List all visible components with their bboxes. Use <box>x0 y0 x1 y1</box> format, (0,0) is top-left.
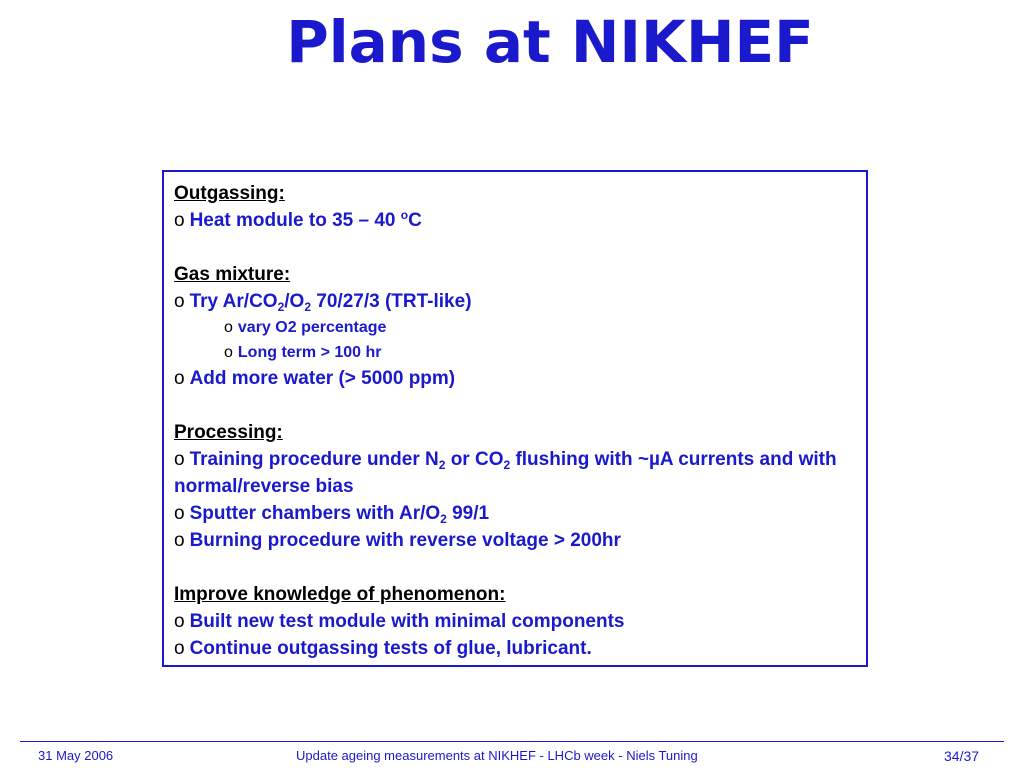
page-number: 34/37 <box>944 748 980 764</box>
bullet-marker: o <box>174 503 185 524</box>
outgassing-heading: Outgassing: <box>174 183 285 204</box>
gas-subitem-1: o vary O2 percentage <box>224 319 387 336</box>
footer-date: 31 May 2006 <box>38 748 114 763</box>
bullet-marker: o <box>174 291 185 312</box>
bullet-marker: o <box>174 449 185 470</box>
bullet-marker: o <box>224 344 233 361</box>
bullet-marker: o <box>174 368 185 389</box>
bullet-marker: o <box>224 319 233 336</box>
bullet-marker: o <box>174 638 185 659</box>
bullet-marker: o <box>174 530 185 551</box>
bullet-marker: o <box>174 210 185 231</box>
footer-title: Update ageing measurements at NIKHEF - LHCb week - Niels Tuning <box>296 748 698 763</box>
content-box <box>162 170 868 667</box>
processing-item-2: o Sputter chambers with $Ar/O_2$ 99/1 <box>174 503 490 526</box>
processing-heading: Processing: <box>174 422 283 443</box>
knowledge-item-2: o Continue outgassing tests of glue, lubricant. <box>174 638 592 659</box>
outgassing-item-1: o Heat module to 35 – 40 $^o$C <box>174 208 422 231</box>
gas-item-1: o Try $Ar/CO_2/O_2$ 70/27/3 (TRT-like) <box>174 291 472 314</box>
slide-title: Plans at NIKHEF <box>286 8 814 76</box>
gas-subitem-2: o Long term > 100 hr <box>224 344 382 361</box>
footer-divider <box>20 741 1004 742</box>
bullet-marker: o <box>174 611 185 632</box>
gas-item-2: o Add more water (> 5000 ppm) <box>174 368 456 389</box>
gas-mixture-heading: Gas mixture: <box>174 264 291 285</box>
knowledge-item-1: o Built new test module with minimal components <box>174 611 625 632</box>
processing-item-1: o Training procedure under $N_2$ or $CO_2$ flushing with ~µA currents and with normal/reverse bias <box>174 449 837 497</box>
knowledge-heading: Improve knowledge of phenomenon: <box>174 584 506 605</box>
processing-item-3: o Burning procedure with reverse voltage > 200hr <box>174 530 621 551</box>
